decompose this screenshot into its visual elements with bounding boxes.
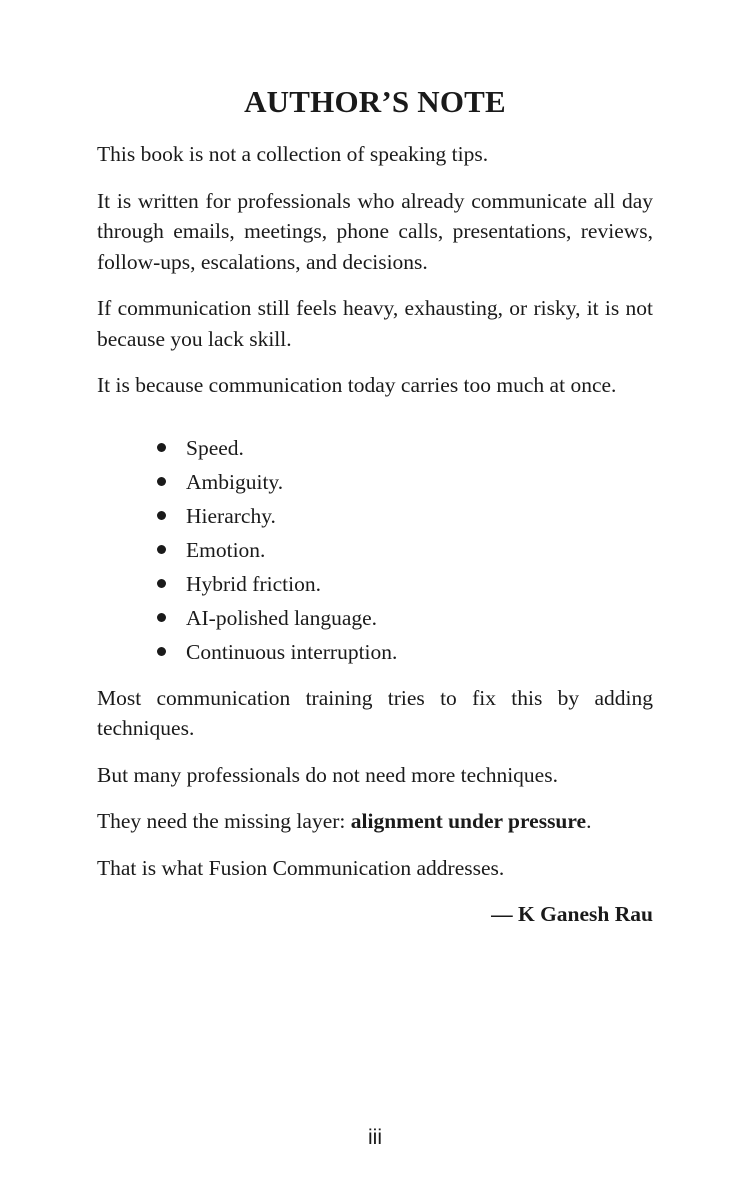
missing-layer-suffix: . bbox=[586, 809, 592, 833]
pressure-list bbox=[97, 431, 653, 669]
missing-layer-emphasis: alignment under pressure bbox=[350, 809, 587, 833]
paragraph-skill: If communication still feels heavy, exhausting, or risky, it is not because you lack skill. bbox=[97, 296, 653, 351]
paragraph-closing: That is what Fusion Communication addresses. bbox=[97, 855, 505, 880]
list-item bbox=[157, 567, 653, 601]
bullet-icon bbox=[157, 443, 166, 452]
list-item bbox=[157, 635, 653, 669]
list-item-label: Continuous interruption. bbox=[186, 639, 398, 664]
list-item-label: Ambiguity. bbox=[186, 469, 284, 494]
list-item bbox=[157, 465, 653, 499]
list-item bbox=[157, 533, 653, 567]
bullet-icon bbox=[157, 511, 166, 520]
list-item-label: Speed. bbox=[186, 435, 244, 460]
paragraph-missing-layer bbox=[97, 806, 653, 837]
list-item-label: Hierarchy. bbox=[186, 503, 276, 528]
list-item bbox=[157, 601, 653, 635]
paragraph-audience: It is written for professionals who already communicate all day through emails, meetings, phone calls, presentations, reviews, follow-ups, escalations, and decisions. bbox=[97, 188, 653, 274]
author-signature: — K Ganesh Rau bbox=[491, 902, 653, 926]
bullet-icon bbox=[157, 579, 166, 588]
paragraph-intro: This book is not a collection of speaking tips. bbox=[97, 142, 489, 166]
list-item-label: Emotion. bbox=[186, 537, 266, 562]
bullet-icon bbox=[157, 477, 166, 486]
list-item-label: Hybrid friction. bbox=[186, 571, 321, 596]
paragraph-overload: It is because communication today carries too much at once. bbox=[97, 373, 617, 397]
list-item bbox=[157, 499, 653, 533]
missing-layer-prefix: They need the missing layer: bbox=[97, 809, 351, 833]
list-item bbox=[157, 431, 653, 465]
bullet-icon bbox=[157, 647, 166, 656]
paragraph-training: Most communication training tries to fix this by adding techniques. bbox=[97, 685, 653, 740]
page-number: iii bbox=[368, 1126, 382, 1149]
bullet-icon bbox=[157, 613, 166, 622]
bullet-icon bbox=[157, 545, 166, 554]
book-page bbox=[97, 0, 653, 1200]
paragraph-techniques: But many professionals do not need more techniques. bbox=[97, 762, 558, 787]
page-title: AUTHOR’S NOTE bbox=[244, 84, 506, 119]
list-item-label: AI-polished language. bbox=[186, 605, 378, 630]
